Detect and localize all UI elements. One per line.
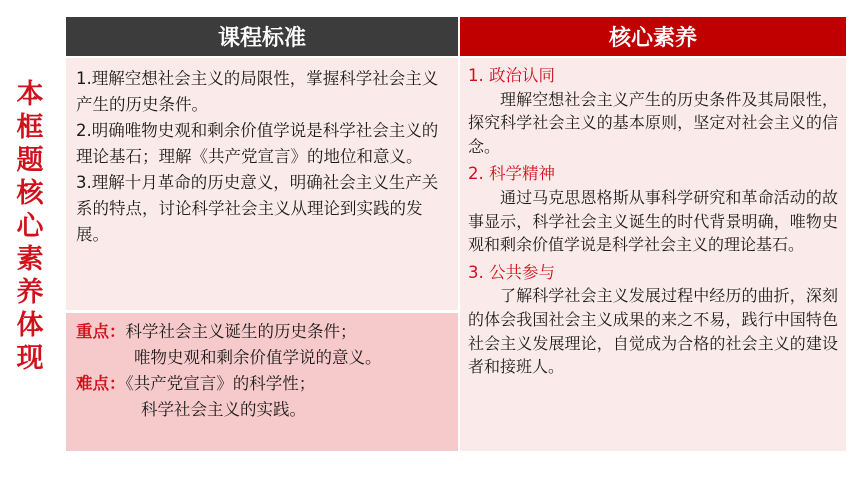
side-title-char: 素	[16, 244, 44, 275]
side-title-char: 框	[16, 112, 44, 143]
core-literacy-panel	[460, 58, 846, 451]
difficult-point-line: 科学社会主义的实践。	[141, 400, 306, 419]
key-point-line: 科学社会主义诞生的历史条件；	[125, 322, 357, 341]
side-title	[10, 78, 50, 375]
difficult-point-line: 《共产党宣言》的科学性；	[125, 374, 316, 393]
difficult-point-row	[76, 371, 450, 397]
core-literacy-text: 了解科学社会主义发展过程中经历的曲折，深刻的体会我国社会主义成果的来之不易，践行中国特色社会主义发展理论，自觉成为合格的社会主义的建设者和接班人。	[468, 286, 838, 377]
key-point-line: 唯物史观和剩余价值学说的意义。	[134, 348, 382, 367]
side-title-char: 题	[16, 145, 44, 176]
core-literacy-title: 3. 公共参与	[468, 262, 555, 282]
core-literacy-text: 理解空想社会主义产生的历史条件及其局限性，探究科学社会主义的基本原则，坚定对社会主义的信念。	[468, 89, 838, 156]
core-literacy-text: 通过马克思恩格斯从事科学研究和革命活动的故事显示，科学社会主义诞生的时代背景明确，唯物史观和剩余价值学说是科学社会主义的理论基石。	[468, 187, 838, 255]
side-title-char: 核	[16, 178, 44, 209]
core-literacy-title: 2. 科学精神	[468, 164, 555, 184]
core-literacy-header: 核心素养	[460, 17, 846, 56]
key-point-row	[76, 319, 450, 345]
standards-header: 课程标准	[66, 17, 458, 56]
standard-item-3: 3.理解十月革命的历史意义，明确社会主义生产关系的特点，讨论科学社会主义从理论到实践的发展。	[76, 173, 439, 244]
side-title-char: 现	[16, 343, 44, 374]
difficult-point-label: 难点：	[76, 374, 126, 393]
key-point-label: 重点：	[76, 322, 126, 341]
side-title-char: 心	[16, 211, 44, 242]
difficult-point-row	[76, 397, 450, 423]
focus-panel	[66, 313, 458, 451]
side-title-char: 养	[16, 277, 44, 308]
side-title-char: 本	[16, 79, 44, 110]
key-point-row	[76, 345, 450, 371]
core-literacy-title: 1. 政治认同	[468, 66, 555, 85]
side-title-char: 体	[16, 310, 44, 341]
standards-panel	[66, 58, 458, 310]
standard-item-1: 1.理解空想社会主义的局限性，掌握科学社会主义产生的历史条件。	[76, 69, 439, 114]
standard-item-2: 2.明确唯物史观和剩余价值学说是科学社会主义的理论基石；理解《共产党宣言》的地位和意义。	[76, 121, 439, 166]
